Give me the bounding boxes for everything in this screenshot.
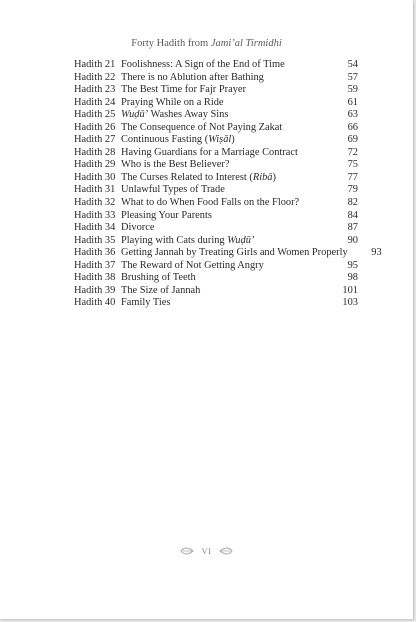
- page-folio: [0, 546, 413, 556]
- toc-entry-title-part: ): [272, 171, 276, 183]
- toc-entry-number: Hadith 38: [74, 272, 116, 284]
- toc-entry-title: [120, 59, 324, 72]
- toc-entry: [74, 59, 358, 72]
- toc-entry-page: 57: [347, 71, 358, 83]
- toc-entry-title: [120, 72, 324, 85]
- toc-entry-title-part: Getting Jannah by Treating Girls and Women Properly: [121, 247, 348, 259]
- toc-entry: [74, 159, 358, 172]
- toc-entry-title: [120, 297, 324, 310]
- toc-entry-title-part: What to do When Food Falls on the Floor?: [121, 197, 300, 209]
- toc-entry-page: 79: [347, 184, 358, 196]
- toc-entry-title-part: The Consequence of Not Paying Zakat: [121, 121, 283, 133]
- toc-entry: [74, 247, 382, 260]
- toc-entry: [74, 197, 358, 210]
- toc-entry-title: [120, 147, 324, 160]
- toc-entry-number: Hadith 30: [74, 171, 116, 183]
- toc-entry-number: Hadith 25: [74, 109, 116, 121]
- toc-entry-title: [120, 222, 324, 235]
- toc-entry-number: Hadith 23: [74, 84, 116, 96]
- toc-entry-title-part: Praying While on a Ride: [121, 96, 224, 108]
- toc-entry-title: [120, 210, 324, 223]
- toc-entry-title-part: Wuḍū’: [121, 109, 149, 121]
- toc-entry: [74, 147, 358, 160]
- toc-entry-title-part: The Best Time for Fajr Prayer: [121, 84, 246, 96]
- toc-entry-title-part: Divorce: [121, 222, 155, 234]
- toc-entry-title: [120, 260, 324, 273]
- page-number: VI: [201, 546, 212, 556]
- toc-entry: [74, 97, 358, 110]
- toc-entry-number: Hadith 24: [74, 96, 116, 108]
- toc-entry: [74, 72, 358, 85]
- toc-entry-title-part: The Reward of Not Getting Angry: [121, 259, 264, 271]
- toc-entry-title-part: The Size of Jannah: [121, 284, 201, 296]
- toc-entry-page: 95: [347, 259, 358, 271]
- toc-entry-title: [120, 184, 324, 197]
- table-of-contents: [74, 59, 382, 310]
- toc-entry-title-part: ): [231, 134, 235, 146]
- toc-entry-title-part: Brushing of Teeth: [121, 272, 196, 284]
- toc-entry: [74, 222, 358, 235]
- toc-entry-number: Hadith 40: [74, 297, 116, 309]
- toc-entry-title: [120, 197, 324, 210]
- toc-entry-number: Hadith 33: [74, 209, 116, 221]
- leaf-ornament-icon: [180, 547, 194, 555]
- toc-entry: [74, 184, 358, 197]
- toc-entry: [74, 285, 358, 298]
- toc-entry-number: Hadith 39: [74, 284, 116, 296]
- toc-entry: [74, 260, 358, 273]
- toc-entry-title-part: Foolishness: A Sign of the End of Time: [121, 59, 285, 70]
- toc-entry-page: 72: [347, 146, 358, 158]
- toc-entry-title: [120, 172, 324, 185]
- toc-entry-title-part: Who is the Best Believer?: [121, 159, 230, 171]
- toc-entry-page: 69: [347, 134, 358, 146]
- toc-entry-page: 98: [347, 272, 358, 284]
- toc-entry-number: Hadith 22: [74, 71, 116, 83]
- toc-entry-page: 82: [347, 197, 358, 209]
- toc-entry-page: 77: [347, 171, 358, 183]
- toc-entry-number: Hadith 34: [74, 222, 116, 234]
- toc-entry-title-part: The Curses Related to Interest (: [121, 171, 253, 183]
- leaf-ornament-icon: [219, 547, 233, 555]
- toc-entry-title-part: Ribā: [252, 171, 273, 183]
- toc-entry: [74, 109, 358, 122]
- toc-entry-title-part: Having Guardians for a Marriage Contract: [121, 146, 298, 158]
- toc-entry-number: Hadith 35: [74, 234, 116, 246]
- toc-entry-title-part: Family Ties: [121, 297, 171, 309]
- toc-entry-title-part: Wiṣāl: [208, 134, 232, 146]
- toc-entry-title: [120, 235, 324, 248]
- toc-entry-title-part: There is no Ablution after Bathing: [121, 71, 264, 83]
- toc-entry-page: 93: [371, 247, 382, 259]
- toc-entry: [74, 122, 358, 135]
- running-head-book-title: Jami’al Tirmidhi: [210, 38, 282, 49]
- toc-entry-title: [120, 109, 324, 122]
- toc-entry: [74, 272, 358, 285]
- toc-entry-title-part: Playing with Cats during: [121, 234, 228, 246]
- toc-entry-page: 103: [342, 297, 358, 309]
- toc-entry-title-part: Pleasing Your Parents: [121, 209, 212, 221]
- toc-entry-page: 87: [347, 222, 358, 234]
- toc-entry-number: Hadith 32: [74, 197, 116, 209]
- toc-entry: [74, 172, 358, 185]
- toc-entry-page: 54: [347, 59, 358, 70]
- toc-entry: [74, 84, 358, 97]
- toc-entry-title: [120, 285, 324, 298]
- toc-entry-title-part: Wuḍū’: [227, 234, 255, 246]
- toc-entry-number: Hadith 21: [74, 59, 116, 70]
- toc-entry-title: [120, 159, 324, 172]
- toc-entry: [74, 235, 358, 248]
- toc-entry-page: 101: [342, 284, 358, 296]
- toc-entry-number: Hadith 26: [74, 121, 116, 133]
- toc-entry-number: Hadith 36: [74, 247, 116, 259]
- toc-entry-page: 90: [347, 234, 358, 246]
- toc-entry: [74, 210, 358, 223]
- toc-entry-title: [120, 272, 324, 285]
- toc-entry-title: [120, 84, 324, 97]
- toc-entry-page: 59: [347, 84, 358, 96]
- running-head-prefix: Forty Hadith from: [131, 38, 209, 49]
- toc-entry-title: [120, 134, 324, 147]
- toc-entry-number: Hadith 37: [74, 259, 116, 271]
- toc-entry-page: 66: [347, 121, 358, 133]
- toc-entry-title-part: Continuous Fasting (: [121, 134, 209, 146]
- toc-entry-number: Hadith 28: [74, 146, 116, 158]
- toc-entry-title: [120, 97, 324, 110]
- toc-entry-number: Hadith 31: [74, 184, 116, 196]
- toc-entry-page: 61: [347, 96, 358, 108]
- toc-entry: [74, 297, 358, 310]
- toc-entry-page: 63: [347, 109, 358, 121]
- running-head: [0, 38, 413, 49]
- toc-entry-number: Hadith 29: [74, 159, 116, 171]
- toc-entry-title-part: Washes Away Sins: [148, 109, 229, 121]
- toc-entry-title-part: Unlawful Types of Trade: [121, 184, 225, 196]
- toc-entry-number: Hadith 27: [74, 134, 116, 146]
- toc-entry-title: [120, 247, 348, 260]
- toc-entry-title: [120, 122, 324, 135]
- toc-entry-page: 84: [347, 209, 358, 221]
- toc-entry: [74, 134, 358, 147]
- toc-entry-page: 75: [347, 159, 358, 171]
